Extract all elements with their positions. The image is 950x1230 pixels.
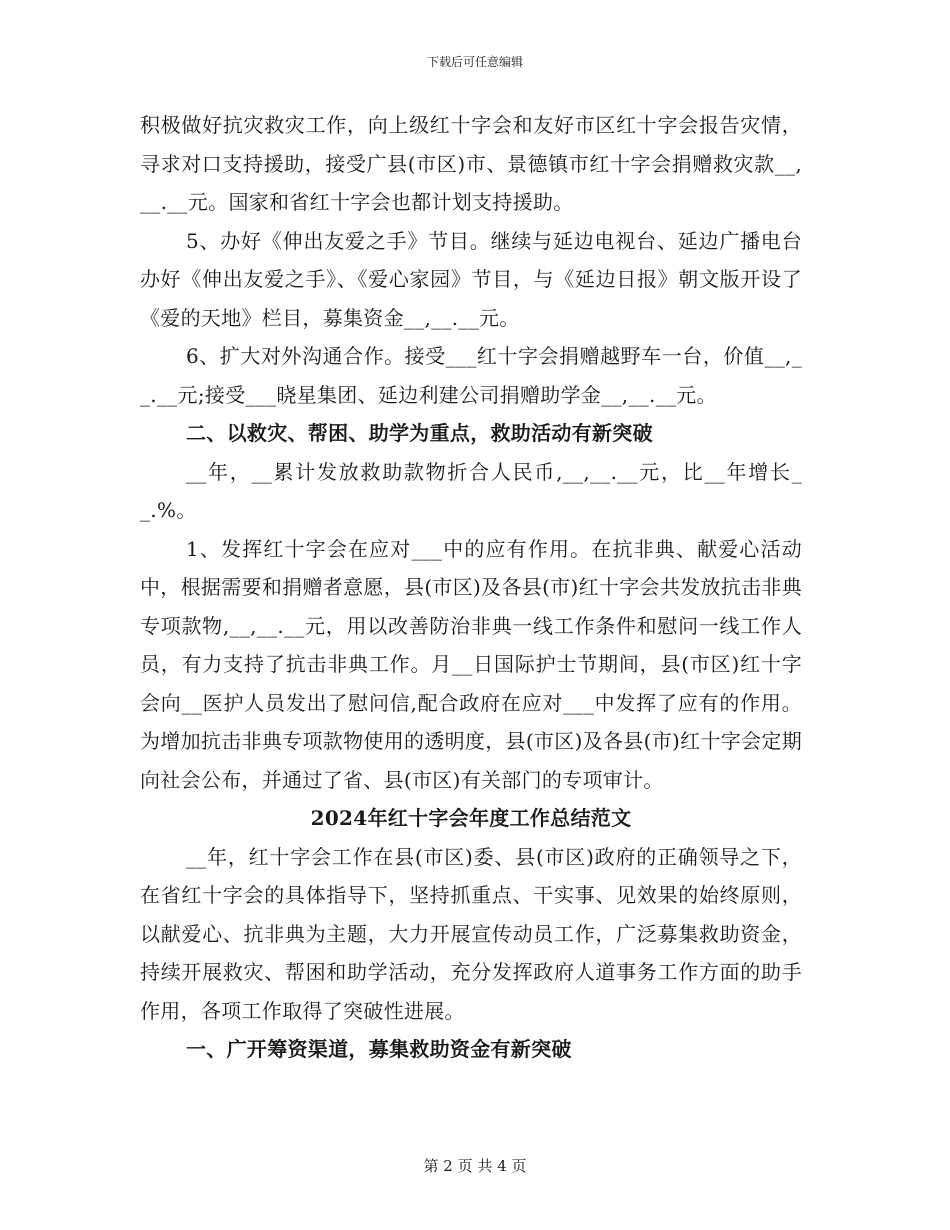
- section-heading-1: 一、广开筹资渠道，募集救助资金有新突破: [186, 1037, 572, 1061]
- document-body: [140, 106, 802, 1069]
- paragraph-item-5: 5、办好《伸出友爱之手》节目。继续与延边电视台、延边广播电台办好《伸出友爱之手》、《爱心家园》节目，与《延边日报》朝文版开设了《爱的天地》栏目，募集资金__,__.__元。: [140, 228, 802, 330]
- page-header: 下载后可任意编辑: [426, 55, 523, 69]
- paragraph-summary: __年，__累计发放救助款物折合人民币,__,__.__元，比__年增长__.%。: [140, 459, 802, 522]
- page-footer: 第 2 页 共 4 页: [423, 1157, 527, 1175]
- document-title: 2024年红十字会年度工作总结范文: [310, 806, 632, 830]
- section-heading-2: 二、以救灾、帮困、助学为重点，救助活动有新突破: [186, 421, 653, 445]
- paragraph-item-1: 1、发挥红十字会在应对___中的应有作用。在抗非典、献爱心活动中，根据需要和捐赠者意愿，县(市区)及各县(市)红十字会共发放抗击非典专项款物,__,__.__元，用以改善防治非典一线工作条件和慰问一线工作人员，有力支持了抗击非典工作。月__日国际护士节期间，县(市区)红十字会向__医护人员发出了慰问信,配合政府在应对___中发挥了应有的作用。为增加抗击非典专项款物使用的透明度，县(市区)及各县(市)红十字会定期向社会公布，并通过了省、县(市区)有关部门的专项审计。: [140, 536, 802, 792]
- paragraph-item-6: 6、扩大对外沟通合作。接受___红十字会捐赠越野车一台，价值__,__.__元;接受___晓星集团、延边利建公司捐赠助学金__,__.__元。: [140, 344, 802, 407]
- paragraph-continuation: 积极做好抗灾救灾工作，向上级红十字会和友好市区红十字会报告灾情，寻求对口支持援助，接受广县(市区)市、景德镇市红十字会捐赠救灾款__,__.__元。国家和省红十字会也都计划支持援助。: [140, 113, 802, 214]
- paragraph-intro: __年，红十字会工作在县(市区)委、县(市区)政府的正确领导之下，在省红十字会的具体指导下，坚持抓重点、干实事、见效果的始终原则，以献爱心、抗非典为主题，大力开展宣传动员工作，广泛募集救助资金，持续开展救灾、帮困和助学活动，充分发挥政府人道事务工作方面的助手作用，各项工作取得了突破性进展。: [140, 844, 802, 1023]
